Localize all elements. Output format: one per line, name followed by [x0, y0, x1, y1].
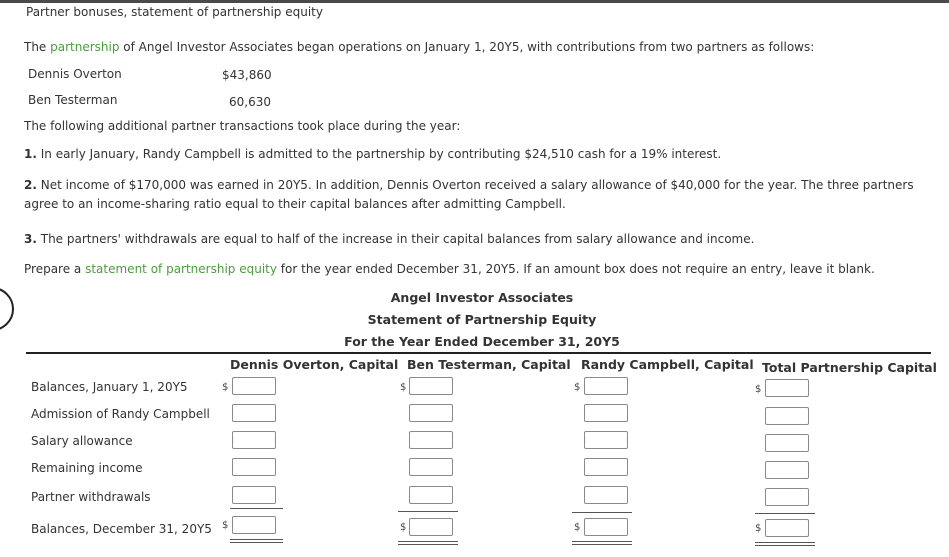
dollar-sign: $: [574, 522, 581, 533]
amount-input-total-balances-dec[interactable]: [765, 519, 809, 537]
row-label-balances-jan: Balances, January 1, 20Y5: [31, 380, 188, 394]
statement-link[interactable]: statement of partnership equity: [85, 262, 277, 276]
amount-input-overton-balances-dec[interactable]: [232, 516, 276, 534]
dollar-sign: $: [574, 382, 581, 393]
row-label-withdrawals: Partner withdrawals: [31, 490, 151, 504]
amount-input-campbell-withdrawals[interactable]: [584, 486, 628, 504]
dollar-sign: $: [400, 382, 407, 393]
company-name: Angel Investor Associates: [390, 290, 574, 305]
row-label-admission: Admission of Randy Campbell: [31, 407, 210, 421]
statement-title: Statement of Partnership Equity: [367, 312, 597, 327]
amount-input-total-salary[interactable]: [765, 434, 809, 452]
dollar-sign: $: [400, 522, 407, 533]
step-1: 1. In early January, Randy Campbell is admitted to the partnership by contributing $24,510 cash for a 19% interest.: [24, 147, 722, 161]
row-label-balances-dec: Balances, December 31, 20Y5: [31, 522, 212, 536]
contribution-name-testerman: Ben Testerman: [28, 93, 118, 107]
step-3: 3. The partners' withdrawals are equal to half of the increase in their capital balances from salary allowance and income.: [24, 232, 755, 246]
contribution-name-overton: Dennis Overton: [28, 67, 122, 81]
problem-title: Partner bonuses, statement of partnership equity: [26, 5, 323, 19]
amount-input-total-remaining-income[interactable]: [765, 461, 809, 479]
top-border: [0, 0, 949, 3]
amount-input-testerman-balances-jan[interactable]: [409, 377, 453, 395]
partnership-link[interactable]: partnership: [50, 40, 120, 54]
row-label-remaining-income: Remaining income: [31, 461, 143, 475]
amount-input-campbell-balances-jan[interactable]: [584, 377, 628, 395]
amount-input-campbell-remaining-income[interactable]: [584, 458, 628, 476]
transactions-intro: The following additional partner transactions took place during the year:: [24, 119, 461, 133]
dollar-sign: $: [755, 523, 762, 534]
amount-input-overton-withdrawals[interactable]: [232, 486, 276, 504]
dollar-sign: $: [222, 382, 229, 393]
amount-input-total-balances-jan[interactable]: [765, 379, 809, 397]
amount-input-testerman-balances-dec[interactable]: [409, 518, 453, 536]
double-underline: [755, 542, 815, 546]
header-rule: [26, 352, 931, 354]
amount-input-campbell-salary[interactable]: [584, 431, 628, 449]
total-underline: [755, 513, 815, 514]
col-head-testerman: Ben Testerman, Capital: [407, 357, 571, 372]
amount-input-testerman-salary[interactable]: [409, 431, 453, 449]
statement-period: For the Year Ended December 31, 20Y5: [344, 334, 620, 349]
amount-input-overton-remaining-income[interactable]: [232, 458, 276, 476]
amount-input-campbell-balances-dec[interactable]: [584, 518, 628, 536]
double-underline: [572, 541, 632, 545]
row-label-salary: Salary allowance: [31, 434, 133, 448]
contribution-amount-testerman: 60,630: [229, 95, 271, 109]
total-underline: [398, 511, 458, 512]
amount-input-total-admission[interactable]: [765, 407, 809, 425]
step-2: 2. Net income of $170,000 was earned in 20Y5. In addition, Dennis Overton received a salary allowance of $40,000 for the year. The three partners agree to an income-sharing ratio equal to their capital balances after admitting Campbell.: [24, 178, 914, 211]
amount-input-testerman-withdrawals[interactable]: [409, 486, 453, 504]
amount-input-total-withdrawals[interactable]: [765, 488, 809, 506]
instruction-text: Prepare a statement of partnership equity for the year ended December 31, 20Y5. If an amount box does not require an entry, leave it blank.: [24, 262, 875, 276]
amount-input-overton-balances-jan[interactable]: [232, 377, 276, 395]
col-head-total: Total Partnership Capital: [762, 360, 937, 375]
contribution-amount-overton: $43,860: [222, 68, 272, 82]
amount-input-campbell-admission[interactable]: [584, 404, 628, 422]
double-underline: [230, 539, 283, 543]
amount-input-testerman-remaining-income[interactable]: [409, 458, 453, 476]
double-underline: [398, 541, 458, 545]
dollar-sign: $: [222, 520, 229, 531]
col-head-campbell: Randy Campbell, Capital: [581, 357, 754, 372]
dollar-sign: $: [755, 384, 762, 395]
col-head-overton: Dennis Overton, Capital: [230, 357, 399, 372]
amount-input-testerman-admission[interactable]: [409, 404, 453, 422]
total-underline: [572, 512, 632, 513]
amount-input-overton-admission[interactable]: [232, 404, 276, 422]
total-underline: [230, 508, 283, 509]
amount-input-overton-salary[interactable]: [232, 431, 276, 449]
intro-text: The partnership of Angel Investor Associates began operations on January 1, 20Y5, with contributions from two partners as follows:: [24, 40, 815, 54]
